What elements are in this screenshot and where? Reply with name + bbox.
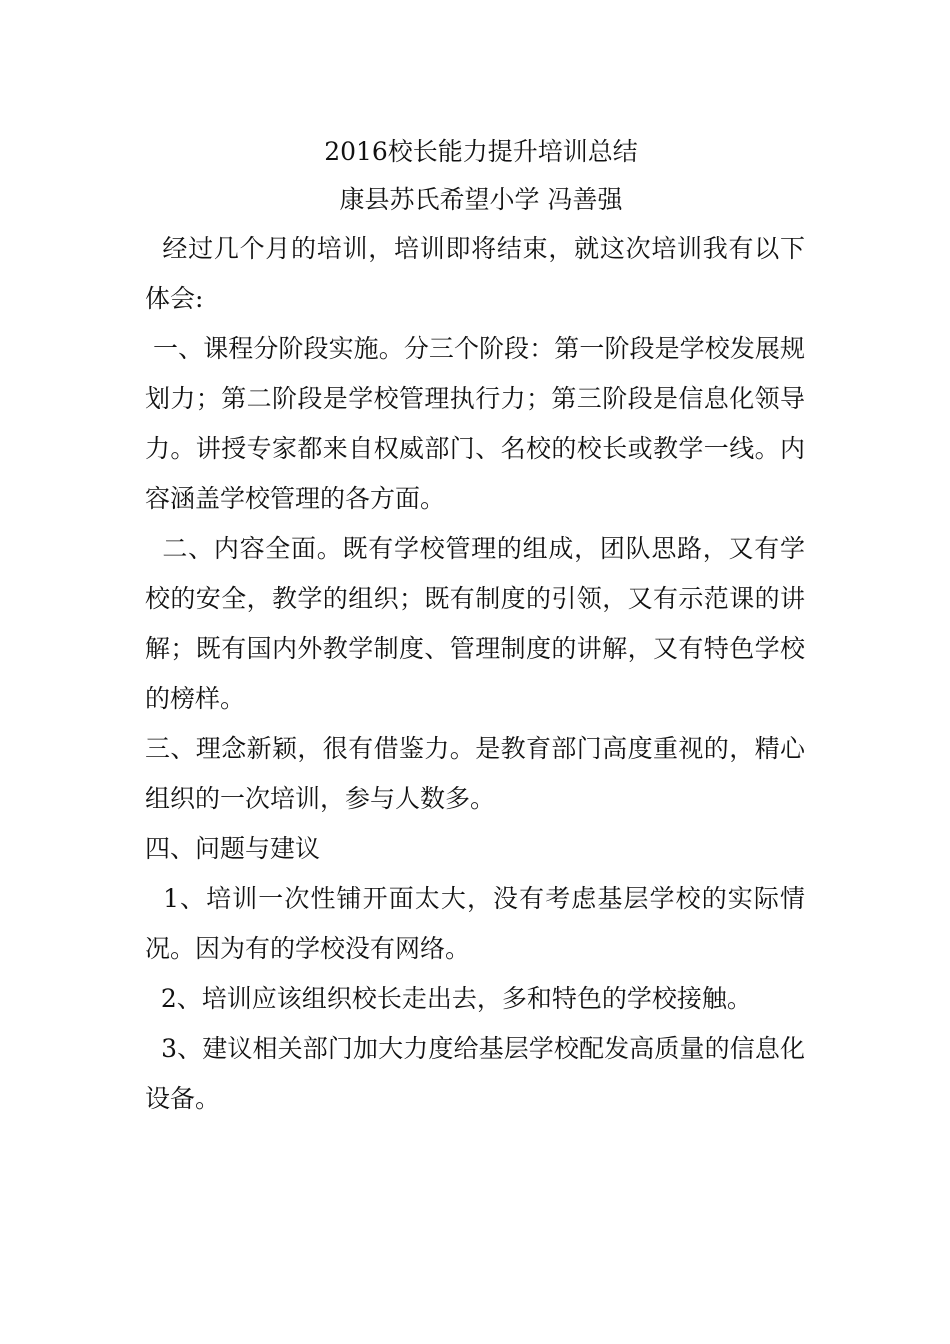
paragraph-suggestion-2: 2、培训应该组织校长走出去，多和特色的学校接触。 — [145, 984, 752, 1013]
paragraph-section-3: 三、理念新颖，很有借鉴力。是教育部门高度重视的，精心组织的一次培训，参与人数多。 — [145, 734, 805, 813]
document-author: 康县苏氏希望小学 冯善强 — [339, 185, 623, 214]
paragraph-intro: 经过几个月的培训，培训即将结束，就这次培训我有以下体会: — [145, 234, 805, 313]
paragraph-section-1: 一、课程分阶段实施。分三个阶段：第一阶段是学校发展规划力；第二阶段是学校管理执行力；第三阶段是信息化领导力。讲授专家都来自权威部门、名校的校长或教学一线。内容涵盖学校管理的各方面。 — [145, 334, 805, 513]
paragraph-section-2: 二、内容全面。既有学校管理的组成，团队思路，又有学校的安全，教学的组织；既有制度的引领，又有示范课的讲解；既有国内外教学制度、管理制度的讲解，又有特色学校的榜样。 — [145, 534, 805, 713]
paragraph-suggestion-1: 1、培训一次性铺开面太大，没有考虑基层学校的实际情况。因为有的学校没有网络。 — [145, 884, 805, 963]
paragraph-section-4-heading: 四、问题与建议 — [145, 834, 321, 863]
paragraph-suggestion-3: 3、建议相关部门加大力度给基层学校配发高质量的信息化设备。 — [145, 1034, 805, 1113]
document-title: 2016校长能力提升培训总结 — [324, 137, 638, 166]
